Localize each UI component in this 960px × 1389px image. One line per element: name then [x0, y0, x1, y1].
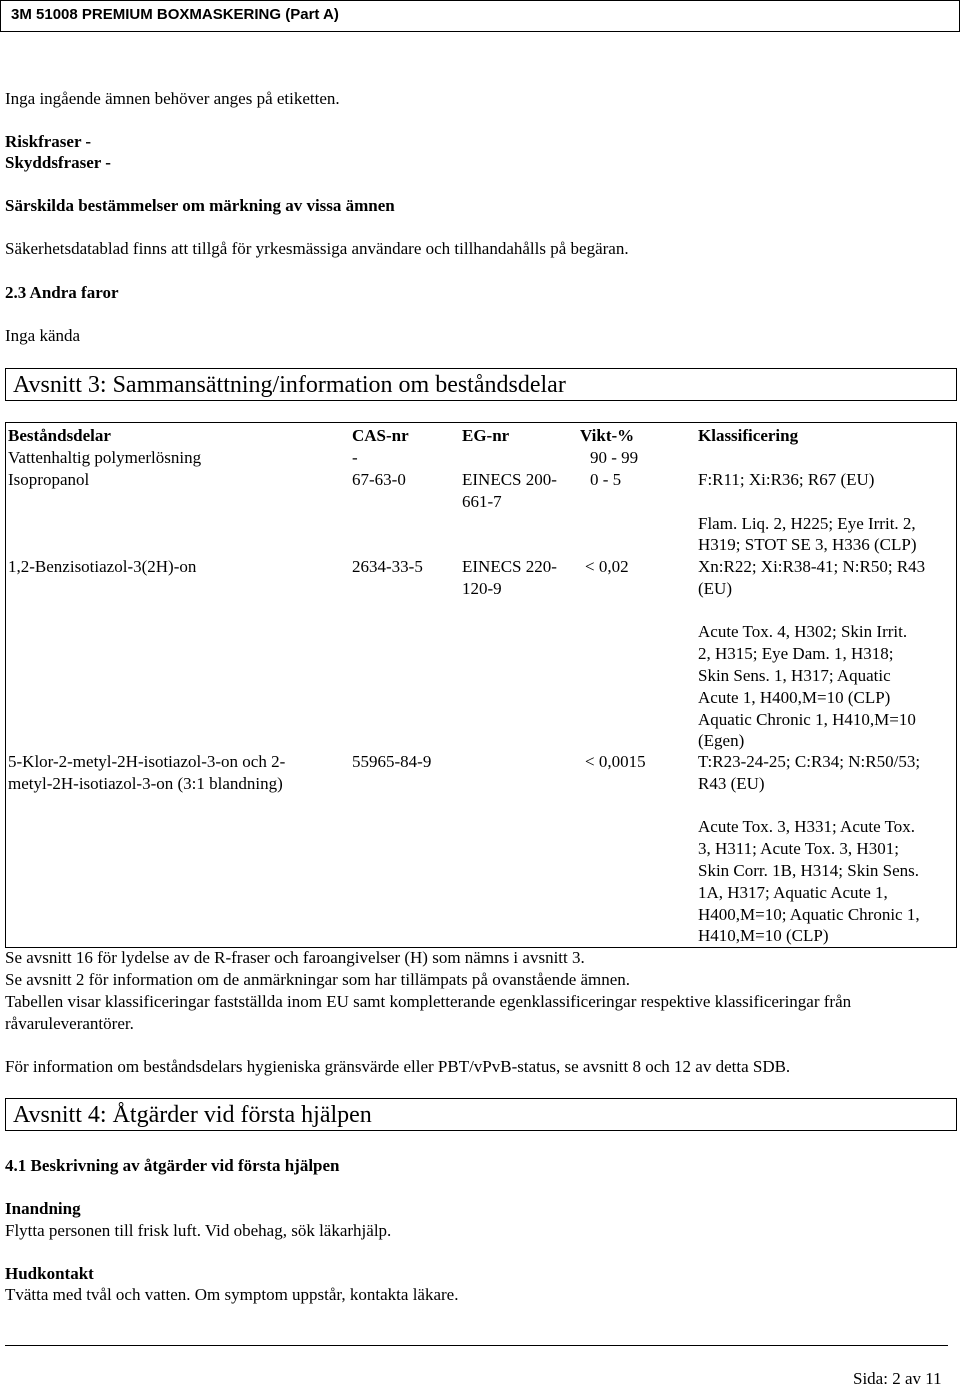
other-hazards-heading: 2.3 Andra faror — [5, 283, 119, 302]
classification-line: F:R11; Xi:R36; R67 (EU) — [698, 470, 875, 489]
other-hazards-text: Inga kända — [5, 326, 81, 345]
skin-contact-text: Tvätta med tvål och vatten. Om symptom uppstår, kontakta läkare. — [5, 1285, 459, 1304]
col-header-cas: CAS-nr — [352, 426, 409, 445]
document-header — [0, 0, 960, 32]
component-name: Vattenhaltig polymerlösning — [8, 448, 202, 467]
component-name: 1,2-Benzisotiazol-3(2H)-on — [8, 557, 197, 576]
section-4-header — [5, 1098, 957, 1131]
classification-line: Skin Corr. 1B, H314; Skin Sens. — [698, 861, 920, 880]
component-name: metyl-2H-isotiazol-3-on (3:1 blandning) — [8, 773, 283, 793]
section-3-header — [5, 368, 957, 401]
weight-percent: 90 - 99 — [590, 448, 639, 467]
classification-line: Xn:R22; Xi:R38-41; N:R50; R43 — [698, 557, 926, 576]
skin-contact-heading: Hudkontakt — [5, 1264, 94, 1283]
weight-percent: < 0,02 — [585, 557, 629, 576]
col-header-eg: EG-nr — [462, 426, 510, 445]
weight-percent: 0 - 5 — [590, 470, 622, 489]
first-aid-subheading: 4.1 Beskrivning av åtgärder vid första hjälpen — [5, 1156, 340, 1175]
cas-number: 2634-33-5 — [352, 557, 423, 576]
eg-number: 661-7 — [462, 491, 502, 511]
special-labelling-text: Säkerhetsdatablad finns att tillgå för yrkesmässiga användare och tillhandahålls på begäran. — [5, 239, 629, 258]
note-classification-line-2: råvaruleverantörer. — [5, 1014, 134, 1033]
classification-line: (EU) — [698, 578, 732, 598]
inhalation-heading: Inandning — [5, 1199, 81, 1218]
classification-line: 1A, H317; Aquatic Acute 1, — [698, 882, 888, 902]
classification-line: Flam. Liq. 2, H225; Eye Irrit. 2, — [698, 513, 916, 533]
classification-line: 3, H311; Acute Tox. 3, H301; — [698, 839, 899, 859]
col-header-classification: Klassificering — [698, 426, 799, 445]
classification-line: T:R23-24-25; C:R34; N:R50/53; — [698, 752, 921, 771]
classification-line: H400,M=10; Aquatic Chronic 1, — [698, 904, 920, 924]
eg-number: 120-9 — [462, 578, 502, 598]
component-name: Isopropanol — [8, 470, 90, 489]
section-4-title: Avsnitt 4: Åtgärder vid första hjälpen — [13, 1102, 372, 1128]
note-r-phrases: Se avsnitt 16 för lydelse av de R-fraser och faroangivelser (H) som nämns i avsnitt 3. — [5, 948, 585, 967]
inhalation-text: Flytta personen till frisk luft. Vid obehag, sök läkarhjälp. — [5, 1221, 392, 1240]
classification-line: Acute Tox. 4, H302; Skin Irrit. — [698, 622, 908, 642]
document-title: 3M 51008 PREMIUM BOXMASKERING (Part A) — [11, 6, 339, 23]
section-3-title: Avsnitt 3: Sammansättning/information om beståndsdelar — [13, 372, 566, 398]
note-classification-line-1: Tabellen visar klassificeringar fastställda inom EU samt kompletterande egenklassificeringar respektive klassificeringar från — [5, 992, 852, 1011]
label-note: Inga ingående ämnen behöver anges på etiketten. — [5, 89, 340, 108]
classification-line: R43 (EU) — [698, 773, 765, 793]
page-number: Sida: 2 av 11 — [853, 1369, 942, 1388]
classification-line: Skin Sens. 1, H317; Aquatic — [698, 666, 891, 685]
classification-line: Acute 1, H400,M=10 (CLP) — [698, 687, 891, 707]
classification-line: Aquatic Chronic 1, H410,M=10 — [698, 709, 916, 729]
component-name: 5-Klor-2-metyl-2H-isotiazol-3-on och 2- — [8, 752, 286, 771]
cas-number: - — [352, 448, 358, 467]
note-remarks: Se avsnitt 2 för information om de anmärkningar som har tillämpats på ovanstående ämnen. — [5, 970, 631, 989]
special-labelling-heading: Särskilda bestämmelser om märkning av vissa ämnen — [5, 196, 395, 215]
note-hygiene-limits: För information om beståndsdelars hygieniska gränsvärde eller PBT/vPvB-status, se avsnitt 8 och 12 av detta SDB. — [5, 1057, 791, 1076]
col-header-weight: Vikt-% — [580, 426, 635, 445]
weight-percent: < 0,0015 — [585, 752, 646, 771]
col-header-component: Beståndsdelar — [8, 426, 111, 445]
eg-number: EINECS 200- — [462, 470, 557, 489]
riskfraser-line: Riskfraser - — [5, 132, 92, 151]
classification-line: H410,M=10 (CLP) — [698, 926, 829, 946]
classification-line: H319; STOT SE 3, H336 (CLP) — [698, 535, 917, 555]
classification-line: (Egen) — [698, 731, 745, 751]
footer-divider — [5, 1345, 948, 1346]
cas-number: 67-63-0 — [352, 470, 406, 489]
classification-line: 2, H315; Eye Dam. 1, H318; — [698, 644, 894, 664]
cas-number: 55965-84-9 — [352, 752, 432, 771]
skyddsfraser-line: Skyddsfraser - — [5, 153, 111, 172]
classification-line: Acute Tox. 3, H331; Acute Tox. — [698, 817, 916, 837]
eg-number: EINECS 220- — [462, 557, 557, 576]
